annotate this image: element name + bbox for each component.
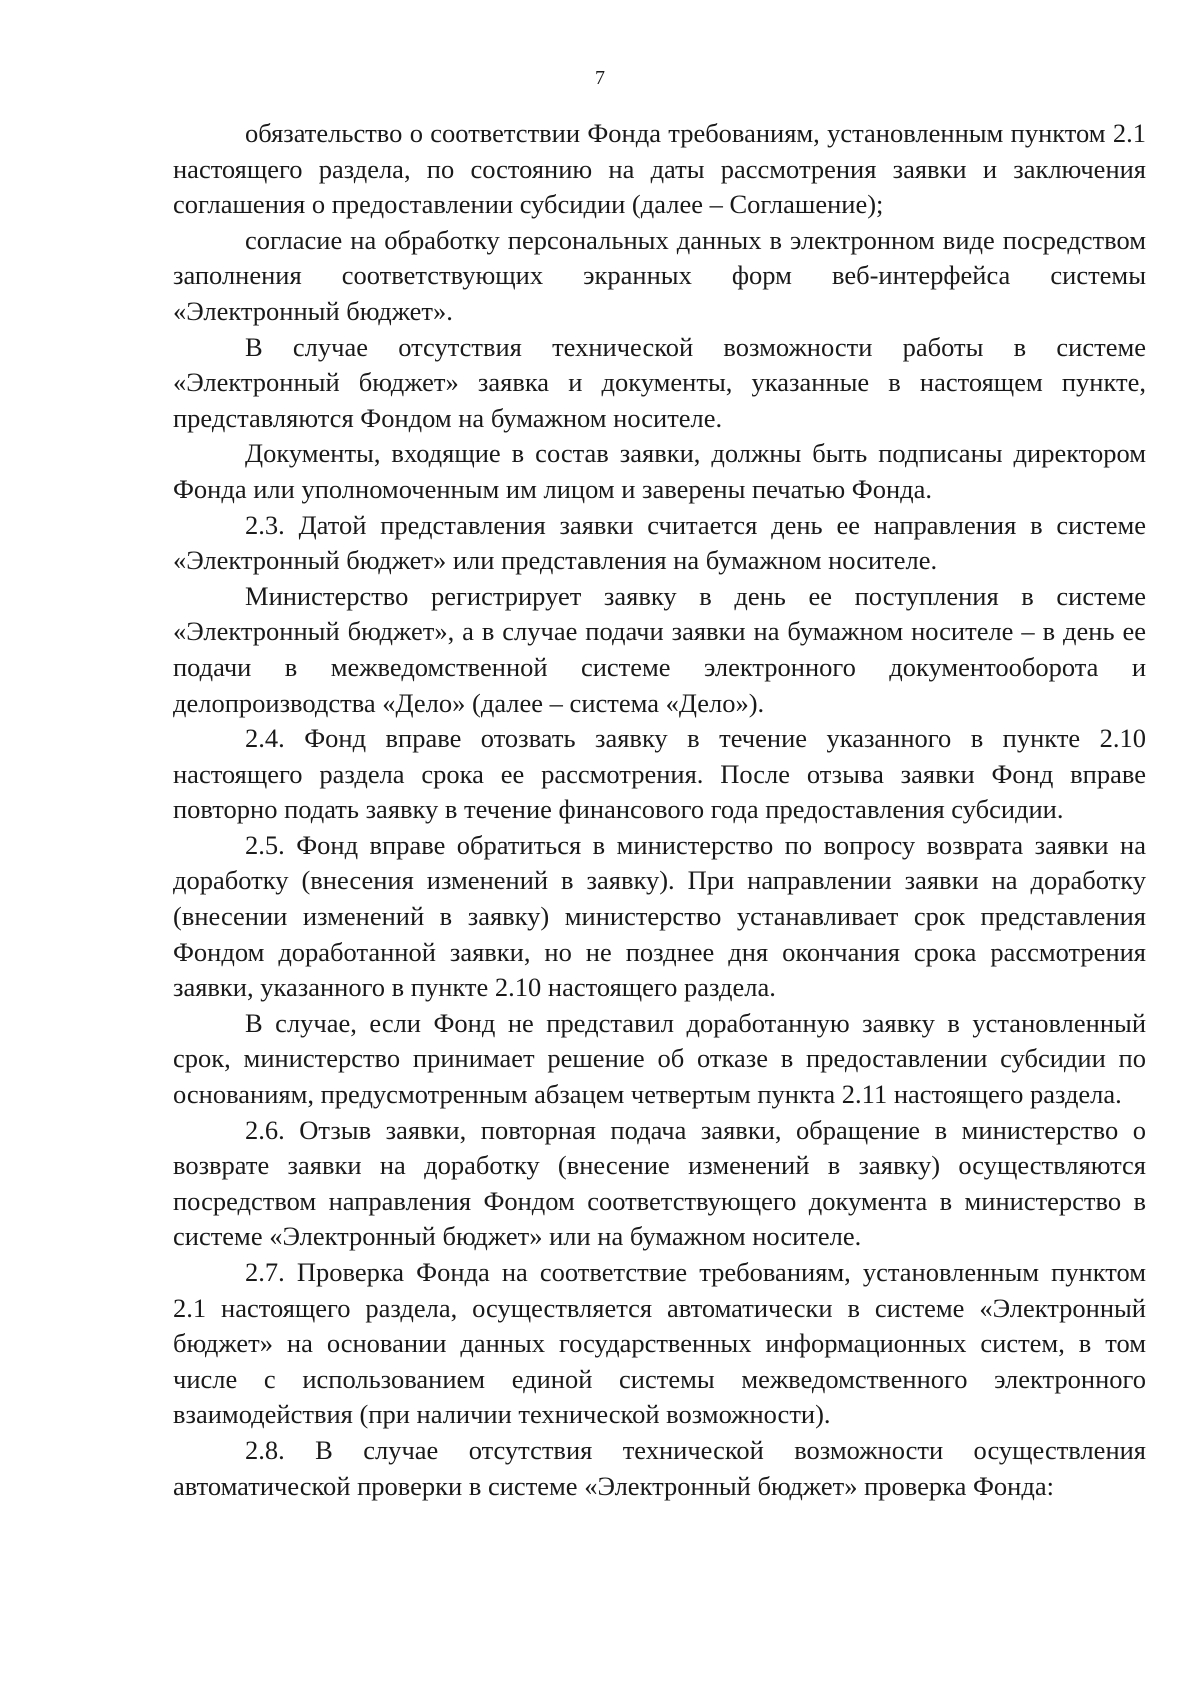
paragraph-2-4: 2.4. Фонд вправе отозвать заявку в течение указанного в пункте 2.10 настоящего раздела срока ее рассмотрения. После отзыва заявки Фонд вправе повторно подать заявку в течение финансового года предоставления субсидии. [173,723,1146,825]
paragraph-obligation: обязательство о соответствии Фонда требованиям, установленным пунктом 2.1 настоящего раздела, по состоянию на даты рассмотрения заявки и заключения соглашения о предоставлении субсидии (далее – Соглашение); [173,118,1146,220]
paragraph-registration: Министерство регистрирует заявку в день ее поступления в системе «Электронный бюджет», а в случае подачи заявки на бумажном носителе – в день ее подачи в межведомственной системе электронного документооборота и делопроизводства «Дело» (далее – система «Дело»). [173,580,1146,718]
paragraph-refusal: В случае, если Фонд не представил доработанную заявку в установленный срок, министерство принимает решение об отказе в предоставлении субсидии по основаниям, предусмотренным абзацем четвертым пункта 2.11 настоящего раздела. [173,1007,1146,1110]
paragraph-2-8: 2.8. В случае отсутствия технической возможности осуществления автоматической проверки в системе «Электронный бюджет» проверка Фонда: [173,1434,1146,1501]
paragraph-consent: согласие на обработку персональных данных в электронном виде посредством заполнения соответствующих экранных форм веб-интерфейса системы «Электронный бюджет». [173,224,1146,326]
page-number: 7 [595,67,605,89]
paragraph-documents-signed: Документы, входящие в состав заявки, должны быть подписаны директором Фонда или уполномоченным им лицом и заверены печатью Фонда. [173,438,1146,504]
paragraph-2-7: 2.7. Проверка Фонда на соответствие требованиям, установленным пунктом 2.1 настоящего раздела, осуществляется автоматически в системе «Электронный бюджет» на основании данных государственных информационных систем, в том числе с использованием единой системы межведомственного электронного взаимодействия (при наличии технической возможности). [173,1257,1146,1430]
paragraph-2-5: 2.5. Фонд вправе обратиться в министерство по вопросу возврата заявки на доработку (внесения изменений в заявку). При направлении заявки на доработку (внесении изменений в заявку) министерство устанавливает срок представления Фондом доработанной заявки, но не позднее дня окончания срока рассмотрения заявки, указанного в пункте 2.10 настоящего раздела. [173,829,1146,1003]
paragraph-no-technical-possibility: В случае отсутствия технической возможности работы в системе «Электронный бюджет» заявка и документы, указанные в настоящем пункте, представляются Фондом на бумажном носителе. [173,331,1146,433]
paragraph-2-3: 2.3. Датой представления заявки считается день ее направления в системе «Электронный бюджет» или представления на бумажном носителе. [173,509,1146,576]
document-body [173,116,1146,1504]
paragraph-2-6: 2.6. Отзыв заявки, повторная подача заявки, обращение в министерство о возврате заявки на доработку (внесение изменений в заявку) осуществляются посредством направления Фондом соответствующего документа в министерство в системе «Электронный бюджет» или на бумажном носителе. [173,1114,1146,1252]
